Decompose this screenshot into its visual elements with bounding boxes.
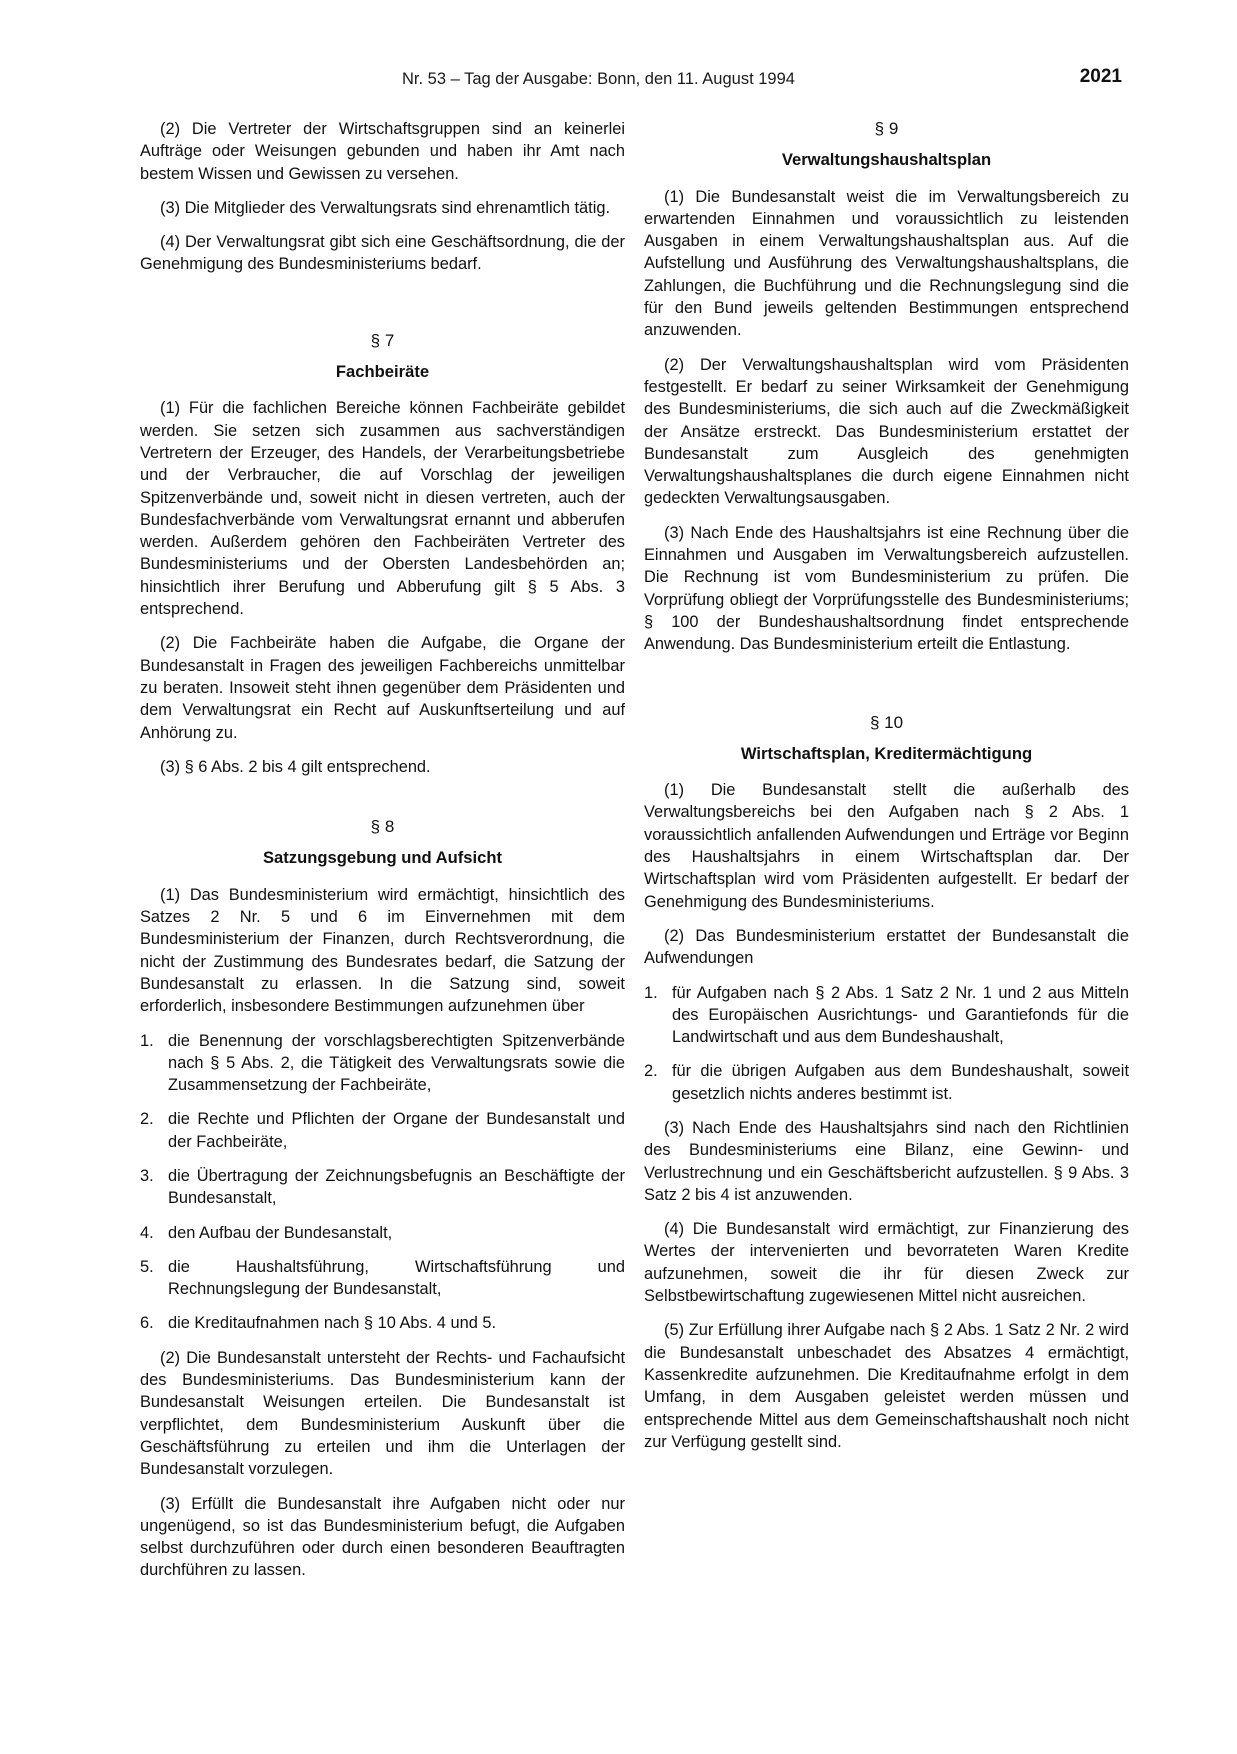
list-number: 1. <box>140 1031 154 1050</box>
paragraph: (3) Nach Ende des Haushaltsjahrs ist eine Rechnung über die Einnahmen und Ausgaben im Verwaltungsbereich aufzustellen. Die Rechnung ist vom Bundesministerium zu prüfen. Die Vorprüfung obliegt der Vorprüfungsstelle des Bundesministeriums; § 100 der Bundeshaushaltsordnung findet entsprechende Anwendung. Das Bundesministerium erteilt die Entlastung. <box>644 523 1129 654</box>
list-text: die Benennung der vorschlagsberechtigten Spitzenverbände nach § 5 Abs. 2, die Tätigkeit des Verwaltungsrats sowie die Zusammensetzung der Fachbeiräte, <box>168 1031 625 1095</box>
numbered-list <box>140 1030 625 1335</box>
paragraph: (1) Die Bundesanstalt stellt die außerhalb des Verwaltungsbereichs bei den Aufgaben nach § 2 Abs. 1 voraussichtlich anfallenden Aufwendungen und Erträge vor Beginn des Haushaltsjahrs in einem Wirtschaftsplan dar. Der Wirtschaftsplan wird vom Präsidenten aufgestellt. Er bedarf der Genehmigung des Bundesministeriums. <box>644 781 1129 911</box>
list-text: die Haushaltsführung, Wirtschaftsführung und Rechnungslegung der Bundesanstalt, <box>168 1257 625 1299</box>
paragraph: (2) Das Bundesministerium erstattet der Bundesanstalt die Aufwendungen <box>644 926 1129 968</box>
list-item <box>140 1312 625 1334</box>
paragraph: (2) Die Bundesanstalt untersteht der Rechts- und Fachaufsicht des Bundesministeriums. Das Bundesministerium kann der Bundesanstalt Weisungen erteilen. Die Bundesanstalt ist verpflichtet, dem Bundesministerium Auskunft über die Geschäftsführung zu erteilen und ihm die Unterlagen der Bundesanstalt vorzulegen. <box>140 1348 625 1479</box>
paragraph: (2) Die Fachbeiräte haben die Aufgabe, die Organe der Bundesanstalt in Fragen des jeweiligen Fachbereichs unmittelbar zu beraten. Insoweit steht ihnen gegenüber dem Präsidenten und dem Verwaltungsrat ein Recht auf Auskunftserteilung und auf Anhörung zu. <box>140 634 625 742</box>
list-item <box>140 1108 625 1153</box>
paragraph: (3) § 6 Abs. 2 bis 4 gilt entsprechend. <box>160 757 431 776</box>
section-number: § 8 <box>370 817 395 837</box>
list-item <box>644 982 1129 1049</box>
paragraph: (3) Nach Ende des Haushaltsjahrs sind nach den Richtlinien des Bundesministeriums eine Bilanz, eine Gewinn- und Verlustrechnung und ein Geschäftsbericht aufzustellen. § 9 Abs. 3 Satz 2 bis 4 ist anzuwenden. <box>644 1118 1129 1204</box>
paragraph: (3) Die Mitglieder des Verwaltungsrats sind ehrenamtlich tätig. <box>160 198 611 217</box>
list-number: 4. <box>140 1223 154 1242</box>
spacer <box>140 790 625 816</box>
list-text: für die übrigen Aufgaben aus dem Bundeshaushalt, soweit gesetzlich nichts anderes bestimmt ist. <box>672 1062 1129 1103</box>
list-item <box>644 1060 1129 1105</box>
list-number: 2. <box>644 1062 658 1081</box>
left-column <box>140 118 625 1594</box>
list-item <box>140 1256 625 1301</box>
paragraph: (4) Der Verwaltungsrat gibt sich eine Geschäftsordnung, die der Genehmigung des Bundesministeriums bedarf. <box>140 233 625 274</box>
list-item <box>140 1222 625 1244</box>
list-number: 3. <box>140 1166 154 1185</box>
section-title: Fachbeiräte <box>335 362 430 382</box>
list-text: die Rechte und Pflichten der Organe der Bundesanstalt und der Fachbeiräte, <box>168 1110 625 1151</box>
paragraph: (5) Zur Erfüllung ihrer Aufgabe nach § 2 Abs. 1 Satz 2 Nr. 2 wird die Bundesanstalt unbeschadet des Absatzes 4 ermächtigt, Kassenkredite aufzunehmen. Die Kreditaufnahme erfolgt in dem Umfang, in dem Ausgaben geleistet werden müssen und entsprechende Mittel aus dem Gemeinschaftshaushalt noch nicht zur Verfügung gestellt sind. <box>644 1321 1129 1451</box>
paragraph: (1) Die Bundesanstalt weist die im Verwaltungsbereich zu erwartenden Einnahmen und voraussichtlich zu leistenden Ausgaben in einem Verwaltungshaushaltsplan aus. Auf die Aufstellung und Ausführung des Verwaltungshaushaltsplans, die Zahlungen, die Buchführung und die Rechnungslegung sind die für den Bund jeweils geltenden Bestimmungen entsprechend anzuwenden. <box>644 187 1129 340</box>
paragraph: (1) Das Bundesministerium wird ermächtigt, hinsichtlich des Satzes 2 Nr. 5 und 6 im Einvernehmen mit dem Bundesministerium der Finanzen, durch Rechtsverordnung, die nicht der Zustimmung des Bundesrates bedarf, die Satzung der Bundesanstalt zu erlassen. In die Satzung sind, soweit erforderlich, insbesondere Bestimmungen aufzunehmen über <box>140 885 625 1016</box>
list-number: 2. <box>140 1110 154 1129</box>
right-column <box>644 118 1129 1465</box>
paragraph: (3) Erfüllt die Bundesanstalt ihre Aufgaben nicht oder nur ungenügend, so ist das Bundesministerium befugt, die Aufgaben selbst durchzuführen oder durch einen besonderen Beauftragten durchführen zu lassen. <box>140 1494 625 1580</box>
list-number: 1. <box>644 983 658 1002</box>
section-number: § 9 <box>874 119 899 138</box>
page-header <box>140 66 1130 94</box>
list-text: die Kreditaufnahmen nach § 10 Abs. 4 und 5. <box>168 1314 497 1333</box>
list-text: für Aufgaben nach § 2 Abs. 1 Satz 2 Nr. 1 und 2 aus Mitteln des Europäischen Ausrichtungs- und Garantiefonds für die Landwirtschaft und aus dem Bundeshaushalt, <box>672 983 1129 1047</box>
list-item <box>140 1030 625 1097</box>
section-number: § 10 <box>869 712 904 732</box>
spacer <box>140 288 625 330</box>
paragraph: (2) Die Vertreter der Wirtschaftsgruppen sind an keinerlei Aufträge oder Weisungen gebunden und haben ihr Amt nach bestem Wissen und Gewissen zu versehen. <box>140 120 625 183</box>
numbered-list <box>644 982 1129 1105</box>
paragraph: (2) Der Verwaltungshaushaltsplan wird vom Präsidenten festgestellt. Er bedarf zu seiner Wirksamkeit der Genehmigung des Bundesministeriums, die sich auch auf die Zweckmäßigkeit der Ansätze erstreckt. Das Bundesministerium erstattet der Bundesanstalt zum Ausgleich des genehmigten Verwaltungshaushaltsplanes die durch eigene Einnahmen nicht gedeckten Verwaltungsausgaben. <box>644 355 1129 508</box>
list-number: 6. <box>140 1314 154 1333</box>
list-number: 5. <box>140 1257 154 1276</box>
paragraph: (1) Für die fachlichen Bereiche können Fachbeiräte gebildet werden. Sie setzen sich zusammen aus sachverständigen Vertretern der Erzeuger, des Handels, der Verarbeitungsbetriebe und der Verbraucher, die auf Vorschlag der jeweiligen Spitzenverbände und, soweit nicht in diesen vertreten, auch der Bundesfachverbände vom Verwaltungsrat ernannt und abberufen werden. Außerdem gehören den Fachbeiräten Vertreter des Bundesministeriums und der Obersten Landesbehörden an; hinsichtlich ihrer Berufung und Abberufung gilt § 5 Abs. 3 entsprechend. <box>140 399 625 619</box>
section-title: Verwaltungshaushaltsplan <box>781 150 992 170</box>
section-title: Satzungsgebung und Aufsicht <box>262 848 503 868</box>
issue-line: Nr. 53 – Tag der Ausgabe: Bonn, den 11. August 1994 <box>402 70 795 88</box>
list-item <box>140 1165 625 1210</box>
spacer <box>644 668 1129 712</box>
section-number: § 7 <box>370 330 395 350</box>
page-number: 2021 <box>1079 66 1122 87</box>
paragraph: (4) Die Bundesanstalt wird ermächtigt, zur Finanzierung des Wertes der intervenierten und bevorrateten Waren Kredite aufzunehmen, soweit die ihr für diesen Zweck zur Selbstbewirtschaftung zugewiesenen Mittel nicht ausreichen. <box>644 1220 1129 1306</box>
list-text: die Übertragung der Zeichnungsbefugnis an Beschäftigte der Bundesanstalt, <box>168 1166 625 1208</box>
section-title: Wirtschaftsplan, Kreditermächtigung <box>740 743 1033 763</box>
list-text: den Aufbau der Bundesanstalt, <box>168 1223 393 1242</box>
